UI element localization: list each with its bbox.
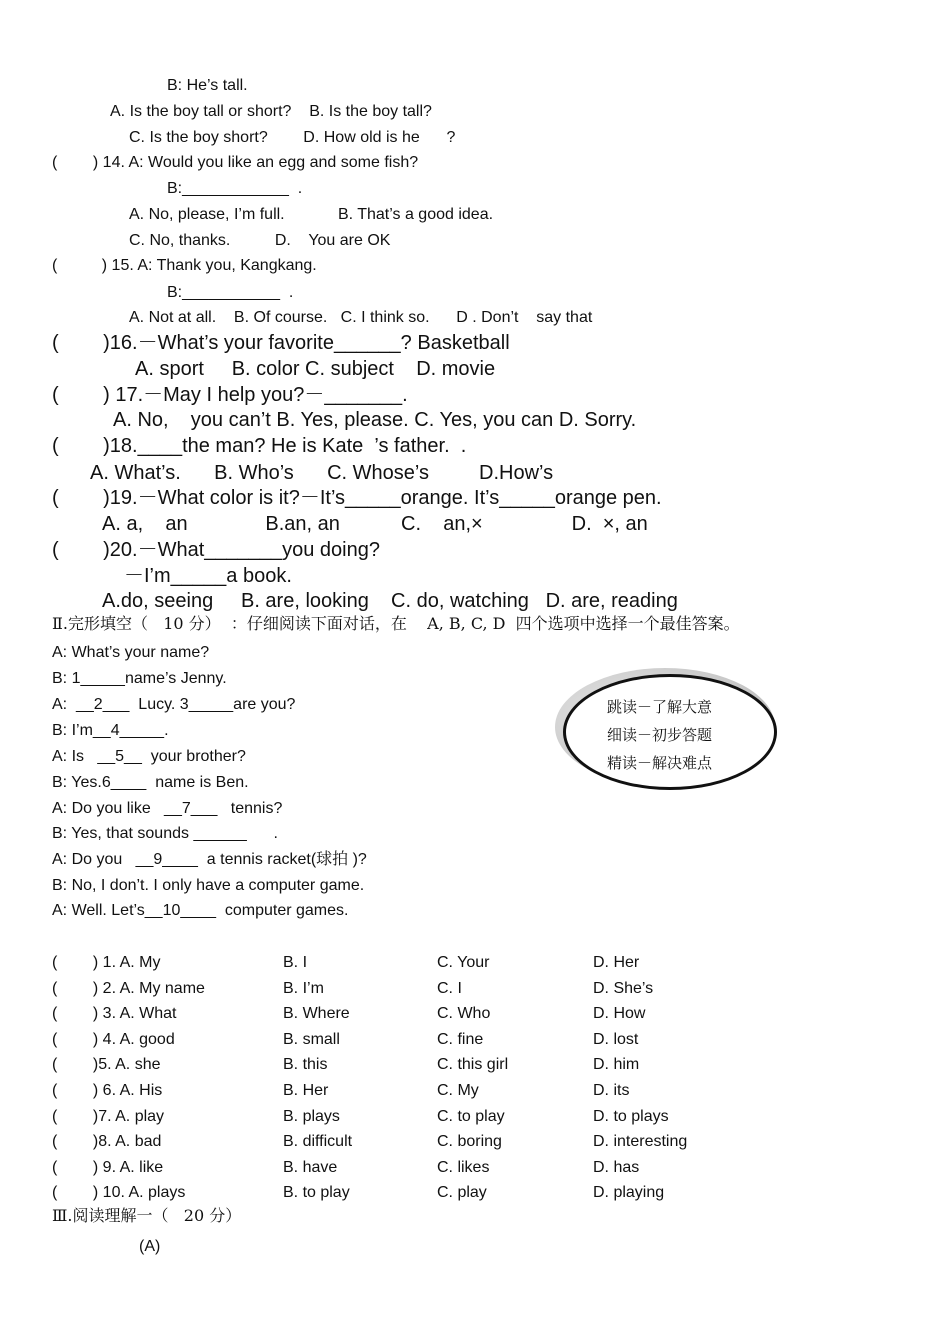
option-b: B. Her	[283, 1082, 329, 1099]
option-d: D. has	[593, 1158, 640, 1176]
text-line: A. a, an B.an, an C. an,× D. ×, an	[102, 513, 648, 535]
text-line: ( )16.－What’s your favorite______? Basketball	[52, 332, 510, 354]
text-line: A. No, you can’t B. Yes, please. C. Yes, you can D. Sorry.	[113, 409, 637, 431]
text-line: A. Not at all. B. Of course. C. I think so. D . Don’t say that	[129, 309, 593, 326]
option-d: D. She’s	[593, 979, 654, 997]
text-line: A.do, seeing B. are, looking C. do, watching D. are, reading	[102, 590, 678, 612]
text-line: A. No, please, I’m full. B. That’s a good idea.	[129, 206, 494, 223]
reading-tip-detail: 细读－初步答题	[607, 726, 713, 744]
text-line: ( ) 15. A: Thank you, Kangkang.	[52, 257, 317, 274]
text-line: A: __2___ Lucy. 3_____are you?	[52, 696, 296, 713]
text-line: A. sport B. color C. subject D. movie	[135, 358, 496, 380]
text-line: B: Yes, that sounds ______ .	[52, 825, 278, 842]
text-line: A: Do you __9____ a tennis racket(球拍 )?	[52, 851, 367, 868]
text-line: B: No, I don’t. I only have a computer game.	[52, 877, 365, 894]
text-line: B:____________ .	[167, 180, 303, 197]
option-b: B. plays	[283, 1107, 340, 1125]
option-c: C. likes	[437, 1158, 490, 1176]
text-line: B: Yes.6____ name is Ben.	[52, 774, 249, 791]
option-c: C. play	[437, 1184, 487, 1202]
option-b: B. this	[283, 1056, 328, 1074]
option-question: ( ) 6. A. His	[52, 1082, 163, 1099]
option-c: C. I	[437, 979, 462, 997]
text-line: A: What’s your name?	[52, 644, 210, 661]
text-line: A: Do you like __7___ tennis?	[52, 800, 283, 817]
text-line: ( )18.____the man? He is Kate ’s father. .	[52, 435, 467, 457]
option-c: C. Who	[437, 1005, 491, 1023]
option-d: D. playing	[593, 1184, 665, 1202]
text-line: B: 1_____name’s Jenny.	[52, 670, 227, 687]
text-line: C. Is the boy short? D. How old is he ?	[129, 129, 456, 146]
option-b: B. have	[283, 1158, 338, 1176]
reading-tip-intensive: 精读－解决难点	[607, 754, 713, 772]
text-line: Ⅲ.阅读理解一（ 20 分）	[52, 1206, 242, 1225]
option-b: B. difficult	[283, 1133, 353, 1151]
text-line: A: Is __5__ your brother?	[52, 748, 246, 765]
text-line: ( )19.－What color is it?－It’s_____orange. It’s_____orange pen.	[52, 487, 662, 509]
option-c: C. to play	[437, 1107, 505, 1125]
text-line: A. Is the boy tall or short? B. Is the boy tall?	[110, 103, 432, 120]
option-b: B. small	[283, 1030, 340, 1048]
option-question: ( )5. A. she	[52, 1056, 161, 1074]
option-d: D. him	[593, 1056, 640, 1074]
reading-tips-box	[555, 668, 783, 794]
option-c: C. My	[437, 1082, 479, 1099]
option-d: D. to plays	[593, 1107, 669, 1125]
text-line: A. What’s. B. Who’s C. Whose’s D.How’s	[90, 462, 554, 484]
option-d: D. lost	[593, 1030, 639, 1048]
option-question: ( ) 4. A. good	[52, 1030, 175, 1048]
text-line: －I’m_____a book.	[124, 565, 292, 587]
option-d: D. How	[593, 1005, 646, 1023]
text-line: C. No, thanks. D. You are OK	[129, 232, 391, 249]
option-c: C. fine	[437, 1030, 484, 1048]
option-b: B. I	[283, 954, 308, 971]
option-c: C. boring	[437, 1133, 502, 1151]
option-b: B. Where	[283, 1005, 350, 1023]
text-line: B: I’m__4_____.	[52, 722, 169, 739]
text-line: (A)	[139, 1238, 161, 1255]
text-line: Ⅱ.完形填空（ 10 分） ：仔细阅读下面对话，在 A, B, C, D 四个选项中选择一个最佳答案。	[52, 614, 740, 633]
option-question: ( ) 9. A. like	[52, 1158, 164, 1176]
text-line: B: He’s tall.	[167, 77, 248, 94]
option-d: D. its	[593, 1082, 630, 1099]
option-b: B. to play	[283, 1184, 350, 1202]
option-question: ( )8. A. bad	[52, 1133, 162, 1151]
option-b: B. I’m	[283, 979, 324, 997]
text-line: ( )20.－What_______you doing?	[52, 539, 380, 561]
option-c: C. this girl	[437, 1056, 509, 1074]
option-d: D. Her	[593, 954, 640, 971]
option-question: ( ) 2. A. My name	[52, 979, 205, 997]
option-c: C. Your	[437, 954, 490, 971]
text-line: B:___________ .	[167, 284, 294, 301]
option-question: ( ) 10. A. plays	[52, 1184, 186, 1202]
option-question: ( ) 3. A. What	[52, 1005, 177, 1023]
reading-tip-skim: 跳读－了解大意	[607, 698, 713, 716]
option-d: D. interesting	[593, 1133, 688, 1151]
option-question: ( )7. A. play	[52, 1107, 165, 1125]
text-line: ( ) 14. A: Would you like an egg and some fish?	[52, 154, 419, 171]
option-question: ( ) 1. A. My	[52, 954, 161, 971]
text-line: A: Well. Let’s__10____ computer games.	[52, 902, 349, 919]
text-line: ( ) 17.－May I help you?－_______.	[52, 384, 408, 406]
